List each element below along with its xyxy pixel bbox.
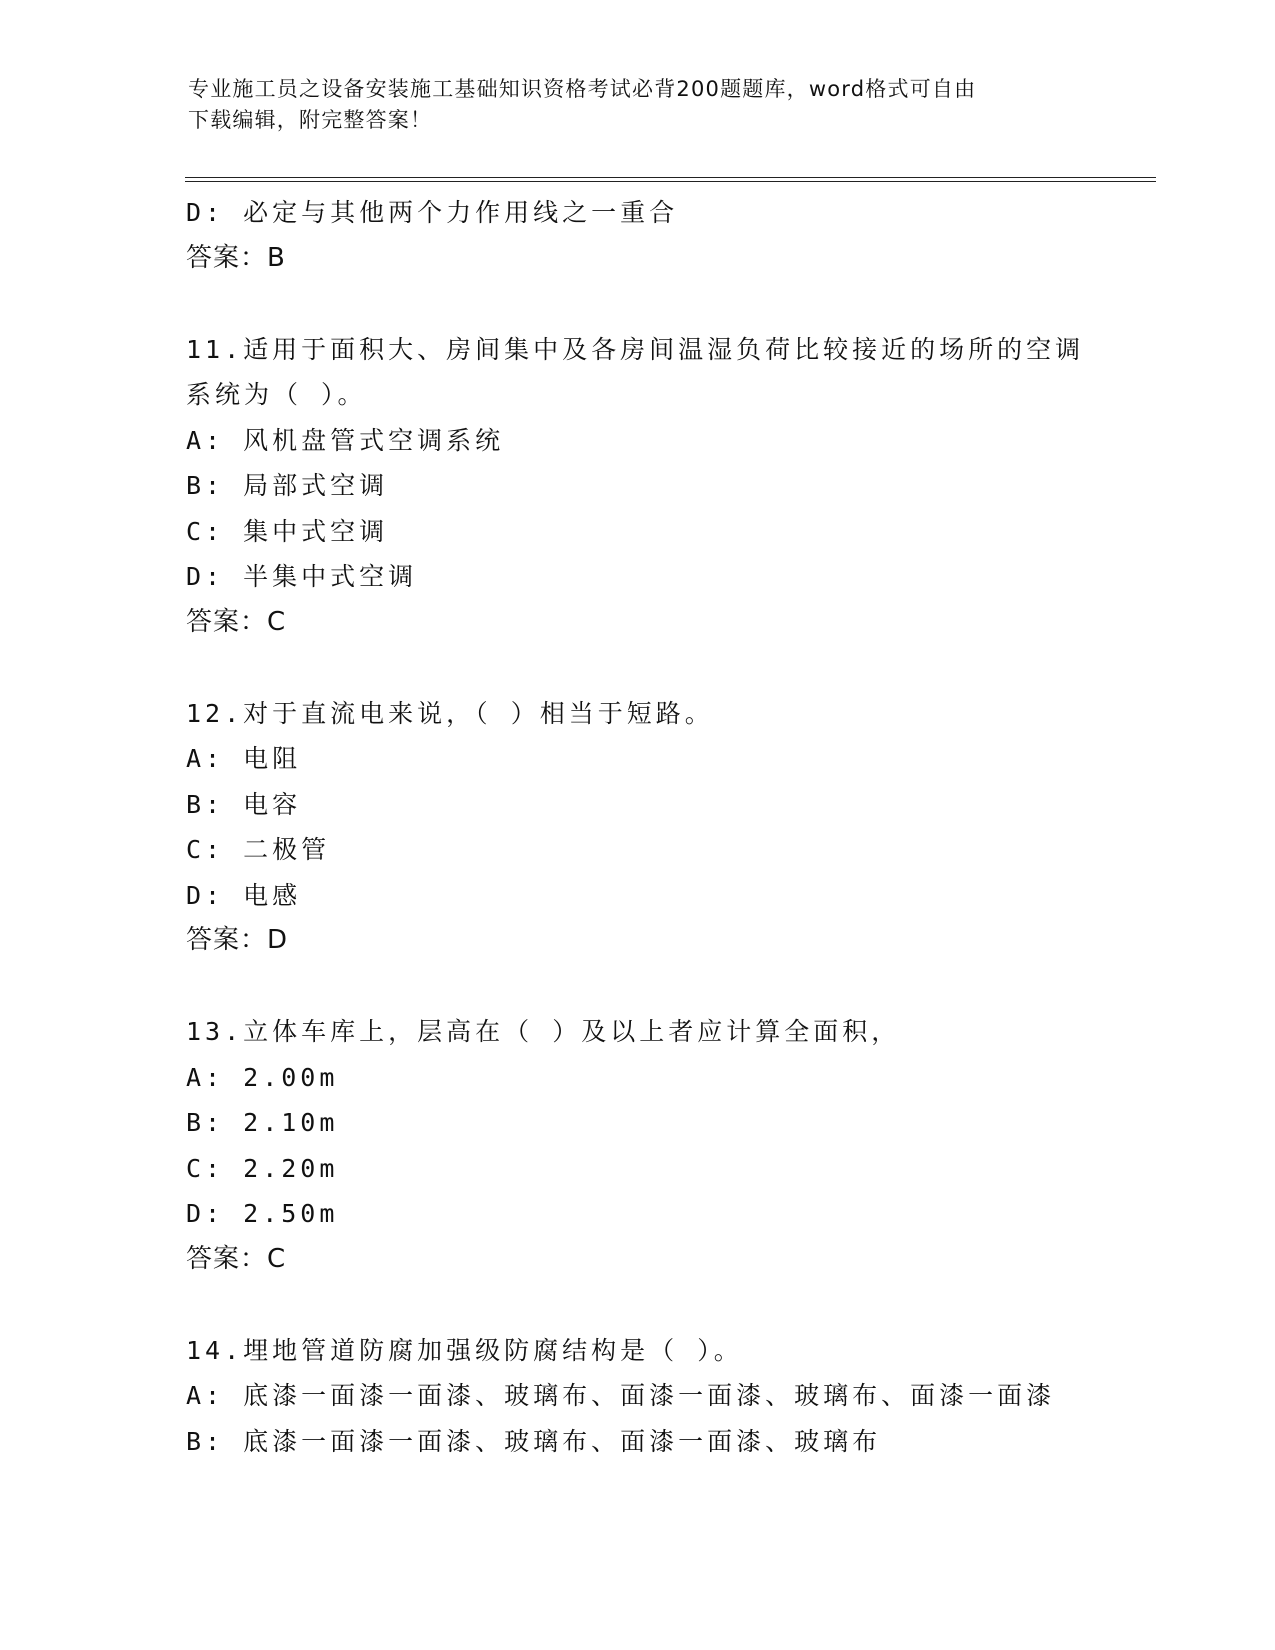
answer-line: 答案：C <box>186 1243 287 1274</box>
answer-line: 答案：C <box>186 606 287 637</box>
question-stem: 11.适用于面积大、房间集中及各房间温湿负荷比较接近的场所的空调 <box>186 334 1085 364</box>
option-c: C: 2.20m <box>186 1153 339 1183</box>
option-b: B: 局部式空调 <box>186 471 389 500</box>
option-a: A: 底漆一面漆一面漆、玻璃布、面漆一面漆、玻璃布、面漆一面漆 <box>186 1381 1056 1410</box>
spacer <box>186 1282 1086 1328</box>
question-list <box>186 190 1086 1464</box>
option-d: D: 电感 <box>186 880 302 910</box>
option-b: B: 2.10m <box>186 1108 339 1137</box>
option-b: B: 电容 <box>186 789 302 819</box>
option-c: C: 集中式空调 <box>186 516 389 546</box>
option-b: B: 底漆一面漆一面漆、玻璃布、面漆一面漆、玻璃布 <box>186 1426 882 1456</box>
option-a: A: 2.00m <box>186 1062 339 1092</box>
option-c: C: 二极管 <box>186 835 331 864</box>
question-stem: 12.对于直流电来说，（ ）相当于短路。 <box>186 698 714 728</box>
option-d: D: 2.50m <box>186 1199 339 1228</box>
question-11 <box>186 327 1086 646</box>
option-a: A: 风机盘管式空调系统 <box>186 425 505 455</box>
question-stem: 14.埋地管道防腐加强级防腐结构是（ ）。 <box>186 1335 743 1365</box>
document-header <box>188 74 1068 136</box>
spacer <box>186 964 1086 1010</box>
question-14 <box>186 1328 1086 1465</box>
header-line-1: 专业施工员之设备安装施工基础知识资格考试必背200题题库，word格式可自由 <box>188 77 977 101</box>
option-d: D: 必定与其他两个力作用线之一重合 <box>186 198 679 227</box>
question-13 <box>186 1009 1086 1282</box>
spacer <box>186 281 1086 327</box>
option-d: D: 半集中式空调 <box>186 562 418 591</box>
question-stem: 13.立体车库上，层高在（ ）及以上者应计算全面积， <box>186 1017 901 1046</box>
answer-line: 答案：B <box>186 242 286 273</box>
answer-line: 答案：D <box>186 925 289 955</box>
header-divider <box>185 177 1156 182</box>
option-a: A: 电阻 <box>186 744 302 773</box>
spacer <box>186 645 1086 691</box>
question-stem-continued: 系统为（ ）。 <box>186 380 367 409</box>
question-12 <box>186 691 1086 964</box>
previous-question-tail <box>186 190 1086 281</box>
header-line-2: 下载编辑，附完整答案！ <box>188 108 433 132</box>
